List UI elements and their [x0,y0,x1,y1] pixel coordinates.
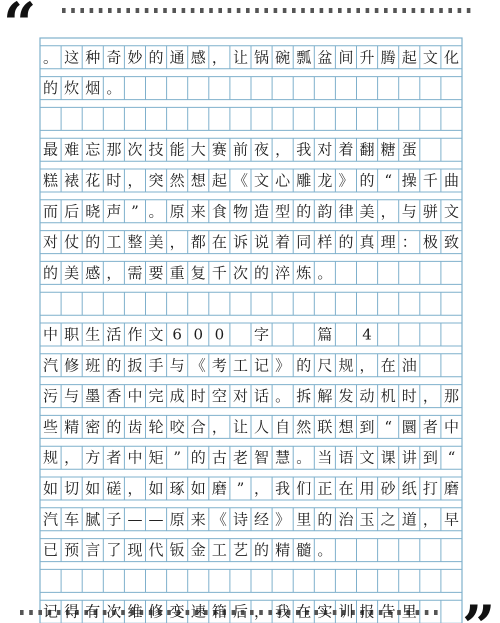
binding-dot [274,8,278,13]
binding-dot [218,8,222,13]
binding-dot [29,610,33,615]
binding-dot [71,8,75,13]
grid-layer [40,38,462,623]
essay-line: 的 美 感 ， 需 要 重 复 千 次 的 淬 炼 。 [43,263,333,282]
binding-dot [467,8,471,13]
binding-dot [136,8,140,13]
binding-dot [425,610,429,615]
binding-dot [283,8,287,13]
binding-dot [20,610,24,615]
grid-row [40,200,462,223]
binding-dot [430,8,434,13]
binding-dot [292,8,296,13]
binding-dot [421,8,425,13]
grid-row [40,323,462,346]
binding-dot [117,8,121,13]
essay-line: 规 ， 方 者 中 矩 ” 的 古 老 智 慧 。 当 语 文 课 讲 到 “ [43,448,456,467]
binding-dot [163,8,167,13]
grid-row [40,539,462,562]
binding-dot [310,8,314,13]
binding-dot [412,8,416,13]
grid-row [40,385,462,408]
binding-dot [228,8,232,13]
grid-row [40,477,462,500]
binding-dot [458,8,462,13]
binding-dot [397,610,401,615]
essay-line: 的 炊 烟 。 [43,79,122,98]
binding-dot [384,8,388,13]
essay-line: 最 难 忘 那 次 技 能 大 赛 前 夜 ， 我 对 着 翻 糖 蛋 [43,140,417,159]
essay-line: 污 与 墨 香 中 完 成 时 空 对 话 。 拆 解 发 动 机 时 ， 那 [43,387,459,406]
binding-dot [329,8,333,13]
grid-row [40,138,462,161]
grid-row [40,169,462,192]
binding-dot [246,8,250,13]
essay-line: 而 后 晓 声 ” 。 原 来 食 物 造 型 的 韵 律 美 ， 与 骈 文 [43,202,459,221]
binding-dot [38,610,42,615]
binding-dot [108,8,112,13]
binding-dot [191,8,195,13]
binding-dot [145,8,149,13]
grid-row [40,569,462,592]
binding-dot [154,8,158,13]
binding-dot [393,8,397,13]
essay-line: 对 仗 的 工 整 美 ， 都 在 诉 说 着 同 样 的 真 理 ： 极 致 [43,233,459,252]
binding-dot [402,8,406,13]
binding-dot [121,610,125,615]
binding-dot [237,8,241,13]
essay-line: 汽 车 腻 子 — — 原 来 《 诗 经 》 里 的 治 玉 之 道 ， 早 [43,510,459,529]
binding-dot [338,8,342,13]
essay-line: 中 职 生 活 作 文 6 0 0 字 篇 4 [43,325,372,344]
binding-dot [200,8,204,13]
essay-line: 汽 修 班 的 扳 手 与 《 考 工 记 》 的 尺 规 ， 在 油 [43,356,417,375]
binding-dot [172,8,176,13]
grid-row [40,46,462,69]
binding-dot [126,8,130,13]
binding-dot [333,610,337,615]
grid-row [40,107,462,130]
essay-line: 记 得 有 次 维 修 变 速 箱 后 ， 我 在 实 训 报 告 里 [43,602,417,621]
grid-row [40,415,462,438]
grid-row [40,261,462,284]
binding-dot [99,8,103,13]
binding-dot [255,8,259,13]
binding-dot [347,8,351,13]
binding-dot [301,8,305,13]
binding-dot [375,8,379,13]
binding-dot [80,8,84,13]
binding-dot [62,8,66,13]
close-quote-mark [462,593,495,623]
binding-dot [90,8,94,13]
binding-dot [448,8,452,13]
open-quote-mark: “ [3,0,37,58]
binding-dot [356,8,360,13]
essay-line: 些 精 密 的 齿 轮 咬 合 ， 让 人 自 然 联 想 到 “ 圜 者 中 [43,417,459,436]
binding-dot [366,8,370,13]
grid-row [40,508,462,531]
binding-dots-top [62,8,470,13]
grid-row [40,292,462,315]
binding-dot [439,8,443,13]
binding-dot [264,8,268,13]
essay-line: 已 预 言 了 现 代 钣 金 工 艺 的 精 髓 。 [43,541,333,560]
essay-line: 。 这 种 奇 妙 的 通 感 ， 让 锅 碗 瓢 盆 间 升 腾 起 文 化 [43,48,459,67]
grid-row [40,354,462,377]
grid-row [40,77,462,100]
essay-line: 糕 裱 花 时 ， 突 然 想 起 《 文 心 雕 龙 》 的 “ 操 千 曲 [43,171,459,190]
grid-row [40,446,462,469]
binding-dot [320,8,324,13]
binding-dot [434,610,438,615]
binding-dot [209,8,213,13]
binding-dot [186,610,190,615]
binding-dot [182,8,186,13]
essay-line: 如 切 如 磋 ， 如 琢 如 磨 ” ， 我 们 正 在 用 砂 纸 打 磨 [43,479,459,498]
grid-row [40,231,462,254]
